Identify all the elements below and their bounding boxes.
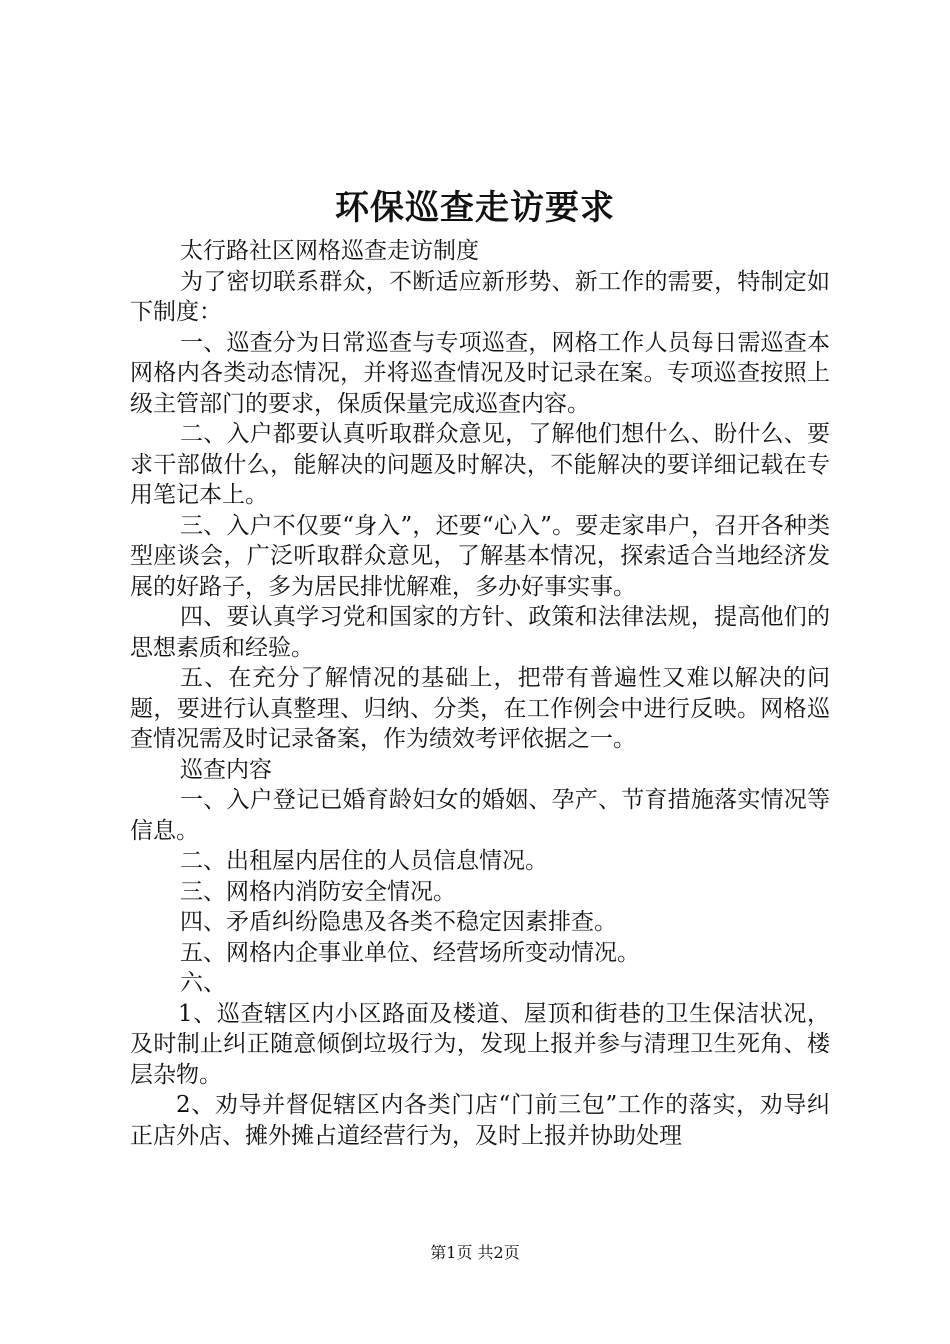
paragraph-subitem-1: 1、巡查辖区内小区路面及楼道、屋顶和街巷的卫生保洁状况，及时制止纠正随意倾倒垃圾行为，发现上报并参与清理卫生死角、楼层杂物。	[130, 1000, 830, 1088]
paragraph-subtitle: 太行路社区网格巡查走访制度	[180, 238, 479, 264]
paragraph-item-2: 二、出租屋内居住的人员信息情况。	[180, 848, 548, 874]
paragraph-item-5: 五、网格内企事业单位、经营场所变动情况。	[180, 939, 640, 966]
paragraph-item-6: 六、	[180, 970, 226, 996]
paragraph-rule-1: 一、巡查分为日常巡查与专项巡查，网格工作人员每日需巡查本网格内各类动态情况，并将巡查情况及时记录在案。专项巡查按照上级主管部门的要求，保质保量完成巡查内容。	[130, 329, 830, 417]
document-body	[130, 236, 830, 1151]
paragraph-item-4: 四、矛盾纠纷隐患及各类不稳定因素排查。	[180, 909, 617, 935]
paragraph-rule-2: 二、入户都要认真听取群众意见，了解他们想什么、盼什么、要求干部做什么，能解决的问题及时解决，不能解决的要详细记载在专用笔记本上。	[130, 421, 830, 508]
page-number-footer: 第1页 共2页	[430, 1243, 520, 1262]
paragraph-rule-5: 五、在充分了解情况的基础上，把带有普遍性又难以解决的问题，要进行认真整理、归纳、分类，在工作例会中进行反映。网格巡查情况需及时记录备案，作为绩效考评依据之一。	[130, 665, 830, 752]
paragraph-item-3: 三、网格内消防安全情况。	[180, 878, 456, 905]
section-heading-inspection: 巡查内容	[180, 756, 272, 783]
paragraph-subitem-2: 2、劝导并督促辖区内各类门店“门前三包”工作的落实，劝导纠正店外店、摊外摊占道经营行为，及时上报并协助处理	[130, 1092, 830, 1149]
paragraph-rule-3: 三、入户不仅要“身入”，还要“心入”。要走家串户，召开各种类型座谈会，广泛听取群众意见，了解基本情况，探索适合当地经济发展的好路子，多为居民排忧解难，多办好事实事。	[130, 512, 830, 600]
paragraph-intro: 为了密切联系群众，不断适应新形势、新工作的需要，特制定如下制度：	[130, 268, 830, 325]
paragraph-item-1: 一、入户登记已婚育龄妇女的婚姻、孕产、节育措施落实情况等信息。	[130, 787, 830, 844]
document-title: 环保巡查走访要求	[335, 188, 615, 228]
paragraph-rule-4: 四、要认真学习党和国家的方针、政策和法律法规，提高他们的思想素质和经验。	[130, 604, 830, 661]
